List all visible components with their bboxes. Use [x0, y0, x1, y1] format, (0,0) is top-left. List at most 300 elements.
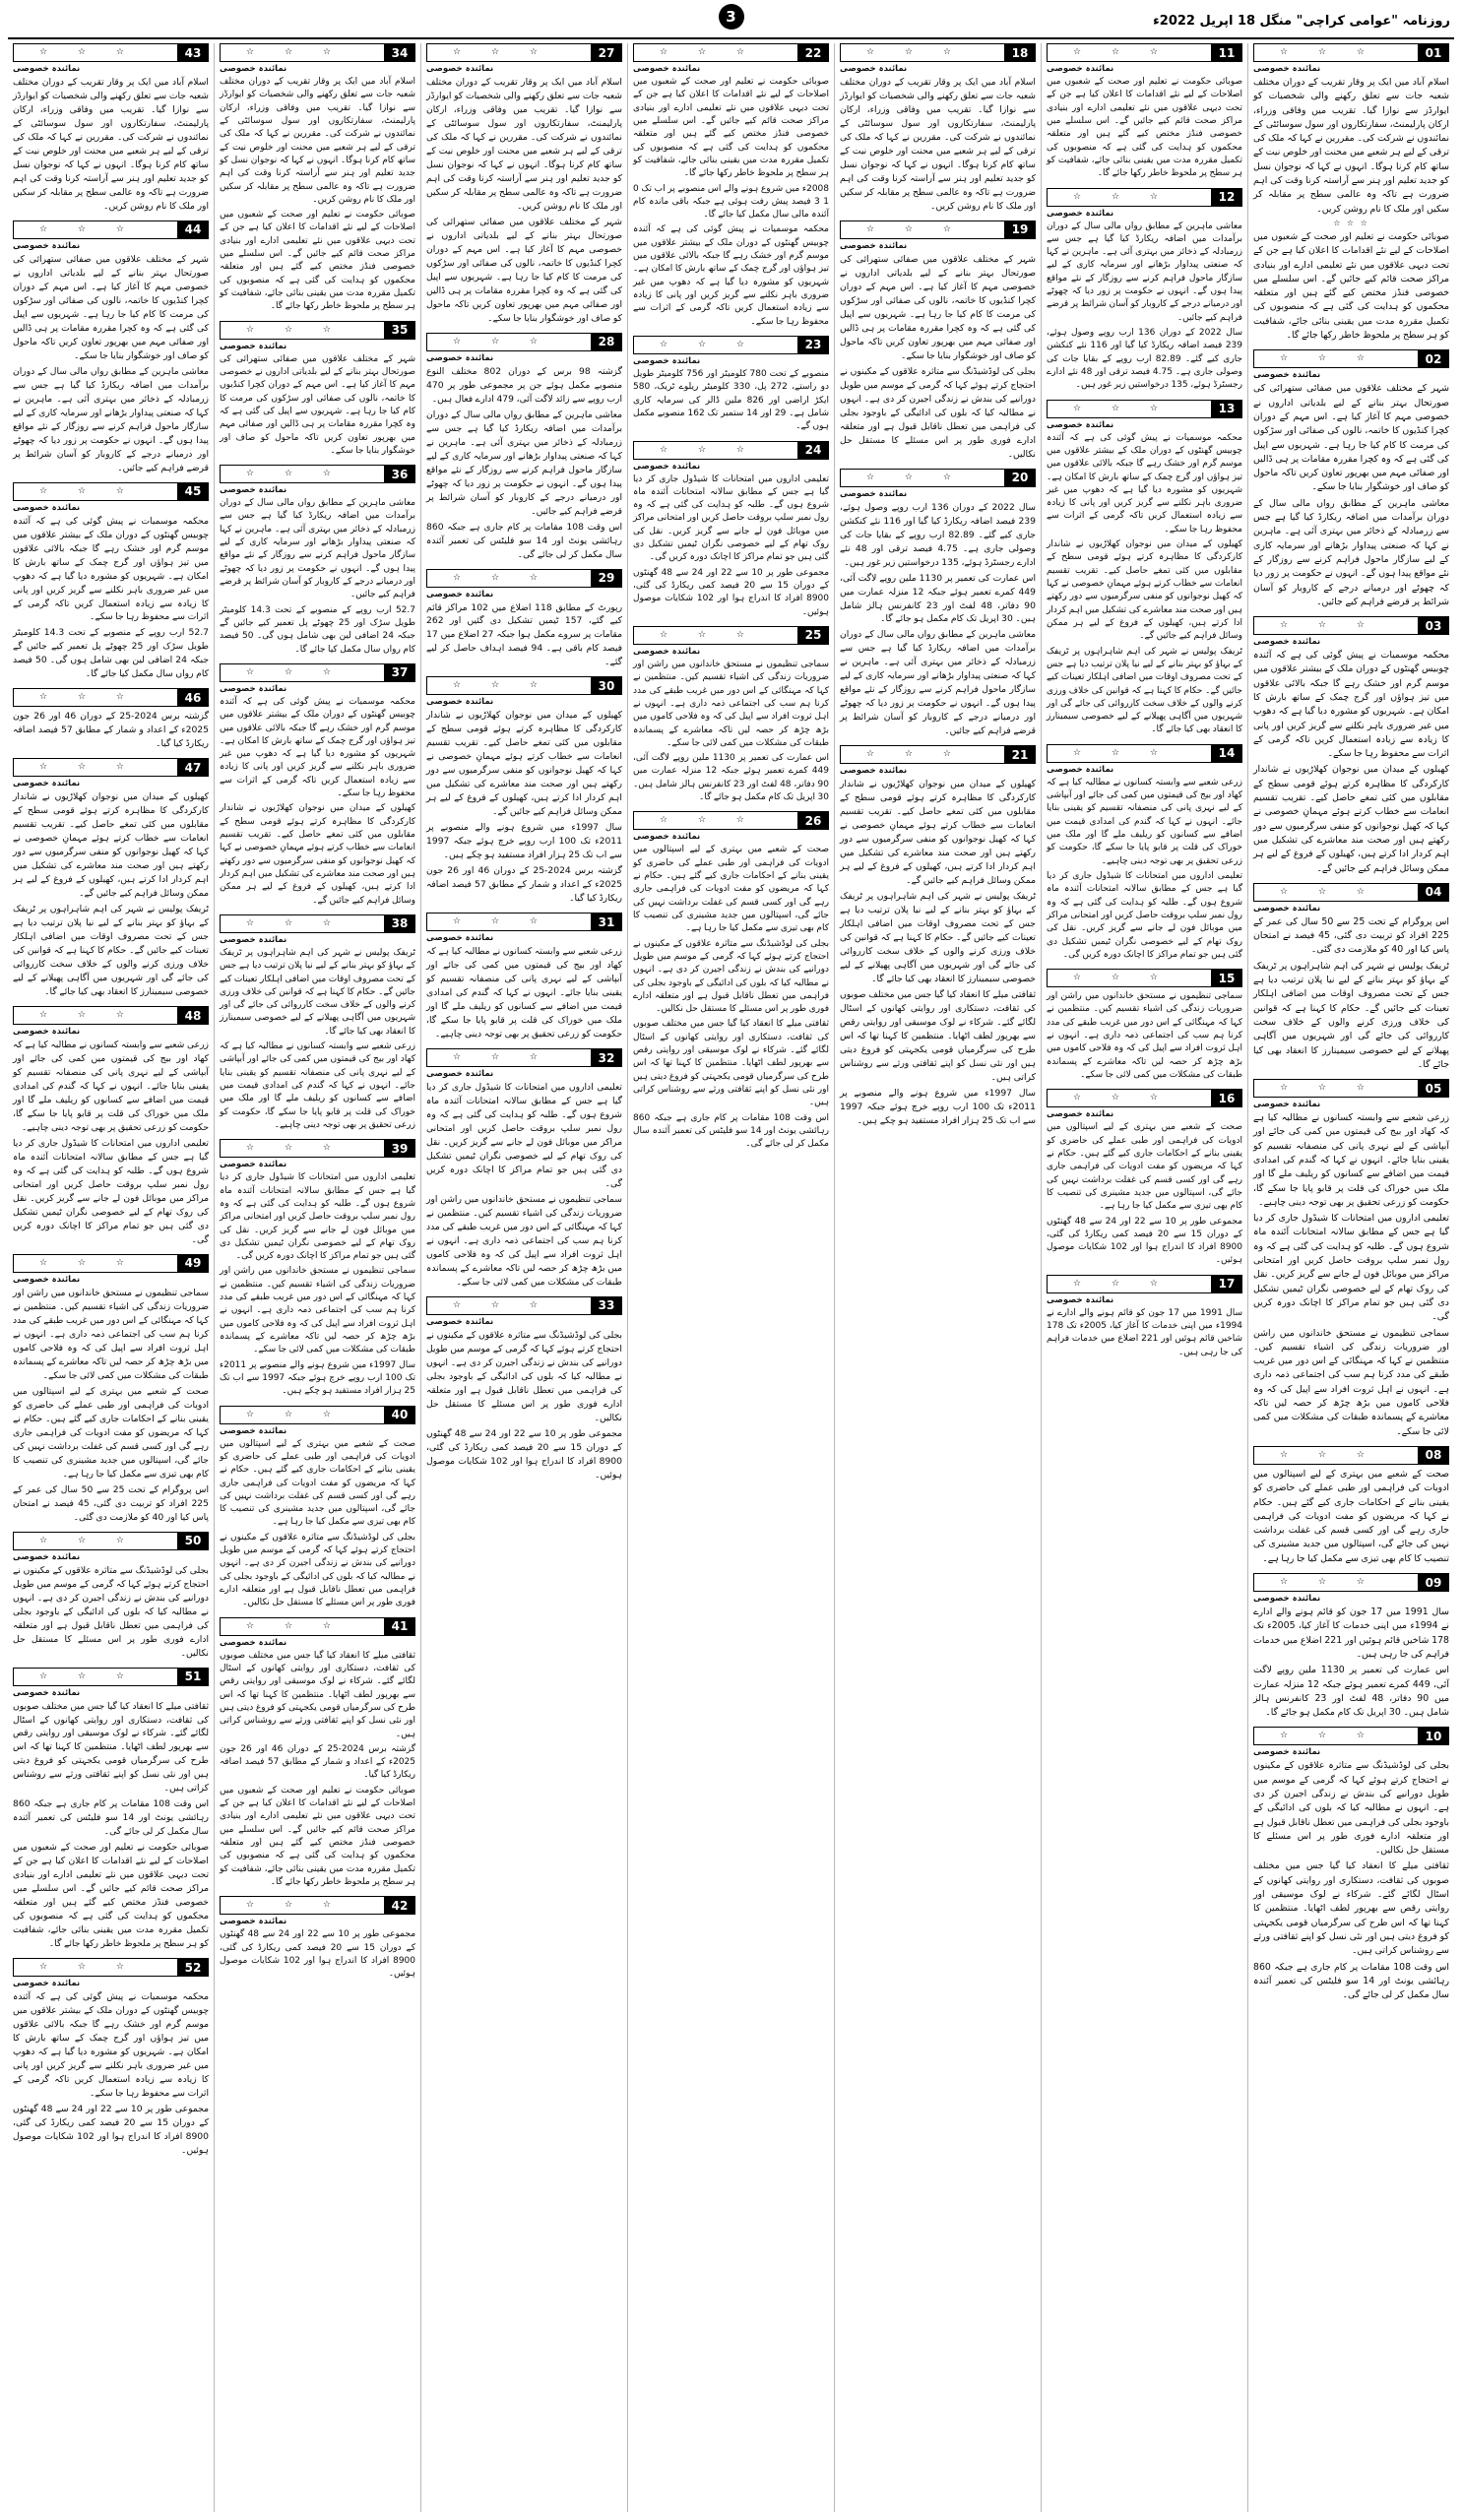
- article-40[interactable]: [220, 1406, 415, 1610]
- article-number: 17: [1211, 1275, 1242, 1293]
- column-5: [420, 43, 627, 2512]
- article-number: 27: [591, 43, 622, 62]
- article-body: سماجی تنظیموں نے مستحق خاندانوں میں راشن اور ضروریات زندگی کی اشیاء تقسیم کیں۔ منتظمین نے کہا کہ مہنگائی کے اس دور میں غریب طبقے کی مدد کرنا ہم سب کی اجتماعی ذمہ داری ہے۔ انہوں نے اہل ثروت افراد سے اپیل کی کہ وہ فلاحی کاموں میں بڑھ چڑھ کر حصہ لیں تاکہ معاشرے کے پسماندہ طبقات کی مشکلات میں کمی لائی جا سکے۔: [1047, 991, 1242, 1080]
- article-number: 05: [1418, 1079, 1449, 1098]
- header-rule: [1253, 1727, 1418, 1745]
- article-header: [840, 469, 1036, 487]
- article-number: 31: [591, 913, 622, 931]
- article-52[interactable]: [13, 1958, 209, 2158]
- article-header: [13, 43, 209, 62]
- text-separator: ☆ ☆ ☆: [1333, 218, 1369, 227]
- column-6: [214, 43, 420, 2512]
- article-03[interactable]: [1253, 616, 1449, 876]
- article-body: بجلی کی لوڈشیڈنگ سے متاثرہ علاقوں کے مکینوں نے احتجاج کرتے ہوئے کہا کہ گرمی کے موسم میں طویل دورانیے کی بندش نے زندگی اجیرن کر دی ہے۔ انہوں نے مطالبہ کیا کہ بلوں کی ادائیگی کے باوجود بجلی کی فراہمی میں تعطل ناقابل قبول ہے اور متعلقہ ادارے فوری طور پر اس مسئلے کا مستقل حل نکالیں۔: [13, 1564, 209, 1659]
- article-number: 45: [177, 482, 209, 501]
- header-rule: [1253, 1446, 1418, 1465]
- article-10[interactable]: [1253, 1727, 1449, 2002]
- article-byline: نمائندہ خصوصی: [13, 1979, 81, 1989]
- article-24[interactable]: [633, 441, 829, 619]
- header-rule: [13, 220, 177, 239]
- star-icon: ☆ ☆ ☆: [866, 472, 965, 482]
- article-number: 29: [591, 569, 622, 588]
- article-43[interactable]: [13, 43, 209, 214]
- article-byline: نمائندہ خصوصی: [220, 485, 287, 496]
- article-47[interactable]: [13, 758, 209, 999]
- article-body: محکمہ موسمیات نے پیش گوئی کی ہے کہ آئندہ چوبیس گھنٹوں کے دوران ملک کے بیشتر علاقوں میں موسم گرم اور خشک رہے گا جبکہ بالائی علاقوں میں تیز ہواؤں اور گرج چمک کے ساتھ بارش کا امکان ہے۔ شہریوں کو مشورہ دیا گیا ہے کہ دھوپ میں غیر ضروری باہر نکلنے سے گریز کریں اور پانی کا زیادہ سے زیادہ استعمال کریں تاکہ گرمی کے اثرات سے محفوظ رہا جا سکے۔ کھیلوں کے میدان میں نوجوان کھلاڑیوں نے شاندار کارکردگی کا مظاہرہ کرتے ہوئے قومی سطح کے مقابلوں میں کئی تمغے حاصل کیے۔ تقریب تقسیم انعامات سے خطاب کرتے ہوئے مہمانِ خصوصی نے کہا کہ کھیل نوجوانوں کو منفی سرگرمیوں سے دور رکھتے ہیں اور صحت مند معاشرے کی تشکیل میں اہم کردار ادا کرتے ہیں، کھیلوں کے فروغ کے لیے ہر ممکن وسائل فراہم کیے جائیں گے۔ ٹریفک پولیس نے شہر کی اہم شاہراہوں پر ٹریفک کے بہاؤ کو بہتر بنانے کے لیے نیا پلان ترتیب دیا ہے جس کے تحت مصروف اوقات میں اضافی اہلکار تعینات کیے جائیں گے۔ حکام کا کہنا ہے کہ قوانین کی خلاف ورزی کرنے والوں کے خلاف سخت کارروائی کی جائے گی اور شہریوں میں آگاہی پھیلانے کے لیے خصوصی سیمینارز کا انعقاد بھی کیا جائے گا۔: [1047, 432, 1242, 735]
- star-icon: ☆ ☆ ☆: [453, 47, 551, 57]
- star-icon: ☆ ☆ ☆: [246, 47, 345, 57]
- article-byline: نمائندہ خصوصی: [1047, 764, 1114, 775]
- article-byline: نمائندہ خصوصی: [840, 488, 908, 499]
- star-icon: ☆ ☆ ☆: [1073, 747, 1172, 758]
- article-body: سال 2022 کے دوران 136 ارب روپے وصول ہوئے، 239 فیصد اضافہ ریکارڈ کیا گیا اور 116 نئے کنکشن جاری کیے گئے۔ 82.89 ارب روپے کے بقایا جات کی وصولی جاری ہے۔ 4.75 فیصد ترقی اور 48 نئے ادارے رجسٹرڈ ہوئے، 135 درخواستیں زیر غور ہیں۔ اس عمارت کی تعمیر پر 1130 ملین روپے لاگت آئی، 449 کمرے تعمیر ہوئے جبکہ 12 منزلہ عمارت میں 90 دفاتر، 48 لفٹ اور 23 کانفرنس ہالز شامل ہیں۔ 30 اپریل تک کام مکمل ہو جائے گا۔ معاشی ماہرین کے مطابق رواں مالی سال کے دوران برآمدات میں اضافہ ریکارڈ کیا گیا ہے جس سے زرمبادلہ کے ذخائر میں بہتری آئی ہے۔ ماہرین نے کہا کہ صنعتی پیداوار بڑھانے اور سرمایہ کاری کے لیے سازگار ماحول فراہم کرنے سے روزگار کے نئے مواقع پیدا ہوں گے۔ انہوں نے حکومت پر زور دیا کہ چھوٹے اور درمیانے درجے کے کاروبار کو آسان شرائط پر قرضے فراہم کیے جائیں۔: [840, 501, 1036, 737]
- article-body: ٹریفک پولیس نے شہر کی اہم شاہراہوں پر ٹریفک کے بہاؤ کو بہتر بنانے کے لیے نیا پلان ترتیب دیا ہے جس کے تحت مصروف اوقات میں اضافی اہلکار تعینات کیے جائیں گے۔ حکام کا کہنا ہے کہ قوانین کی خلاف ورزی کرنے والوں کے خلاف سخت کارروائی کی جائے گی اور شہریوں میں آگاہی پھیلانے کے لیے خصوصی سیمینارز کا انعقاد بھی کیا جائے گا۔ زرعی شعبے سے وابستہ کسانوں نے مطالبہ کیا ہے کہ کھاد اور بیج کی قیمتوں میں کمی کی جائے اور آبپاشی کے لیے نہری پانی کی منصفانہ تقسیم کو یقینی بنایا جائے۔ انہوں نے کہا کہ گندم کی امدادی قیمت میں اضافے سے کسانوں کو ریلیف ملے گا اور ملک میں خوراک کی قلت پر قابو پایا جا سکے گا، حکومت کو زرعی تحقیق پر بھی توجہ دینی چاہیے۔: [220, 947, 415, 1130]
- article-byline: نمائندہ خصوصی: [1047, 64, 1114, 74]
- header-rule: [1047, 400, 1211, 418]
- article-27[interactable]: [426, 43, 622, 326]
- star-icon: ☆ ☆ ☆: [660, 629, 758, 640]
- article-41[interactable]: [220, 1617, 415, 1890]
- article-body: کھیلوں کے میدان میں نوجوان کھلاڑیوں نے شاندار کارکردگی کا مظاہرہ کرتے ہوئے قومی سطح کے مقابلوں میں کئی تمغے حاصل کیے۔ تقریب تقسیم انعامات سے خطاب کرتے ہوئے مہمانِ خصوصی نے کہا کہ کھیل نوجوانوں کو منفی سرگرمیوں سے دور رکھتے ہیں اور صحت مند معاشرے کی تشکیل میں اہم کردار ادا کرتے ہیں، کھیلوں کے فروغ کے لیے ہر ممکن وسائل فراہم کیے جائیں گے۔ سال 1997ء میں شروع ہونے والے منصوبے پر 2011ء تک 100 ارب روپے خرچ ہوئے جبکہ 1997 سے اب تک 25 ہزار افراد مستفید ہو چکے ہیں۔ گزشتہ برس 2024-25 کے دوران 46 اور 26 جون 2025ء کے اعداد و شمار کے مطابق 57 فیصد اضافہ ریکارڈ کیا گیا۔: [426, 710, 623, 905]
- article-byline: نمائندہ خصوصی: [1253, 637, 1321, 648]
- header-rule: [426, 43, 591, 62]
- article-number: 50: [177, 1532, 209, 1550]
- article-body: سماجی تنظیموں نے مستحق خاندانوں میں راشن اور ضروریات زندگی کی اشیاء تقسیم کیں۔ منتظمین نے کہا کہ مہنگائی کے اس دور میں غریب طبقے کی مدد کرنا ہم سب کی اجتماعی ذمہ داری ہے۔ انہوں نے اہل ثروت افراد سے اپیل کی کہ وہ فلاحی کاموں میں بڑھ چڑھ کر حصہ لیں تاکہ معاشرے کے پسماندہ طبقات کی مشکلات میں کمی لائی جا سکے۔ صحت کے شعبے میں بہتری کے لیے اسپتالوں میں ادویات کی فراہمی اور طبی عملے کی حاضری کو یقینی بنانے کے احکامات جاری کیے گئے ہیں۔ حکام نے کہا کہ مریضوں کو مفت ادویات کی فراہمی جاری رہے گی اور کسی قسم کی غفلت برداشت نہیں کی جائے گی، اسپتالوں میں جدید مشینری کی تنصیب کا کام بھی تیزی سے مکمل کیا جا رہا ہے۔ اس پروگرام کے تحت 25 سے 50 سال کی عمر کے 225 افراد کو تربیت دی گئی، 45 فیصد نے امتحان پاس کیا اور 40 کو ملازمت دی گئی۔: [13, 1287, 210, 1523]
- article-45[interactable]: [13, 482, 209, 682]
- article-37[interactable]: [220, 663, 415, 908]
- article-23[interactable]: [633, 336, 829, 434]
- article-body: تعلیمی اداروں میں امتحانات کا شیڈول جاری کر دیا گیا ہے جس کے مطابق سالانہ امتحانات آئندہ ماہ شروع ہوں گے۔ طلبہ کو ہدایت کی گئی ہے کہ وہ رول نمبر سلپ بروقت حاصل کریں اور امتحانی مراکز میں موبائل فون لے جانے سے گریز کریں۔ نقل کی روک تھام کے لیے خصوصی نگران ٹیمیں تشکیل دی گئی ہیں جو تمام مراکز کا اچانک دورہ کریں گی۔ سماجی تنظیموں نے مستحق خاندانوں میں راشن اور ضروریات زندگی کی اشیاء تقسیم کیں۔ منتظمین نے کہا کہ مہنگائی کے اس دور میں غریب طبقے کی مدد کرنا ہم سب کی اجتماعی ذمہ داری ہے۔ انہوں نے اہل ثروت افراد سے اپیل کی کہ وہ فلاحی کاموں میں بڑھ چڑھ کر حصہ لیں تاکہ معاشرے کے پسماندہ طبقات کی مشکلات میں کمی لائی جا سکے۔: [426, 1082, 622, 1288]
- article-01[interactable]: [1253, 43, 1449, 343]
- header-rule: [633, 336, 797, 354]
- article-number: 13: [1211, 400, 1242, 418]
- star-icon: ☆ ☆ ☆: [39, 1257, 138, 1268]
- article-33[interactable]: [426, 1296, 622, 1482]
- article-header: [1253, 616, 1449, 635]
- article-body: سماجی تنظیموں نے مستحق خاندانوں میں راشن اور ضروریات زندگی کی اشیاء تقسیم کیں۔ منتظمین نے کہا کہ مہنگائی کے اس دور میں غریب طبقے کی مدد کرنا ہم سب کی اجتماعی ذمہ داری ہے۔ انہوں نے اہل ثروت افراد سے اپیل کی کہ وہ فلاحی کاموں میں بڑھ چڑھ کر حصہ لیں تاکہ معاشرے کے پسماندہ طبقات کی مشکلات میں کمی لائی جا سکے۔ اس عمارت کی تعمیر پر 1130 ملین روپے لاگت آئی، 449 کمرے تعمیر ہوئے جبکہ 12 منزلہ عمارت میں 90 دفاتر، 48 لفٹ اور 23 کانفرنس ہالز شامل ہیں۔ 30 اپریل تک کام مکمل ہو جائے گا۔: [633, 659, 829, 803]
- article-49[interactable]: [13, 1254, 209, 1525]
- article-byline: نمائندہ خصوصی: [426, 697, 494, 708]
- article-byline: نمائندہ خصوصی: [13, 779, 81, 789]
- article-header: [13, 688, 209, 707]
- article-header: [840, 220, 1036, 239]
- star-icon: ☆ ☆ ☆: [1280, 47, 1378, 57]
- article-body: اسلام آباد میں ایک پر وقار تقریب کے دوران مختلف شعبہ جات سے تعلق رکھنے والی شخصیات کو ایوارڈز سے نوازا گیا۔ تقریب میں وفاقی وزراء، ارکان پارلیمنٹ، سفارتکاروں اور سول سوسائٹی کے نمائندوں نے شرکت کی۔ مقررین نے کہا کہ ملک کی ترقی کے لیے ہر شعبے میں محنت اور خلوص نیت کے ساتھ کام کرنا ہوگا۔ انہوں نے کہا کہ نوجوان نسل کو جدید تعلیم اور ہنر سے آراستہ کرنا وقت کی اہم ضرورت ہے تاکہ وہ عالمی سطح پر مقابلہ کر سکیں اور ملک کا نام روشن کریں۔: [840, 77, 1036, 212]
- star-icon: ☆ ☆ ☆: [39, 1535, 138, 1545]
- article-38[interactable]: [220, 914, 415, 1132]
- article-byline: نمائندہ خصوصی: [1253, 1100, 1321, 1110]
- header-rule: [220, 1406, 384, 1424]
- header-rule: [633, 441, 797, 460]
- article-body: شہر کے مختلف علاقوں میں صفائی ستھرائی کی صورتحال بہتر بنانے کے لیے بلدیاتی اداروں نے خصوصی مہم کا آغاز کیا ہے۔ اس مہم کے دوران کچرا کنڈیوں کا خاتمہ، نالوں کی صفائی اور سڑکوں کی مرمت کا کام کیا جا رہا ہے۔ شہریوں سے اپیل کی گئی ہے کہ وہ کچرا مقررہ مقامات پر ہی ڈالیں اور صفائی مہم میں بھرپور تعاون کریں تاکہ ماحول کو صاف اور خوشگوار بنایا جا سکے۔ معاشی ماہرین کے مطابق رواں مالی سال کے دوران برآمدات میں اضافہ ریکارڈ کیا گیا ہے جس سے زرمبادلہ کے ذخائر میں بہتری آئی ہے۔ ماہرین نے کہا کہ صنعتی پیداوار بڑھانے اور سرمایہ کاری کے لیے سازگار ماحول فراہم کرنے سے روزگار کے نئے مواقع پیدا ہوں گے۔ انہوں نے حکومت پر زور دیا کہ چھوٹے اور درمیانے درجے کے کاروبار کو آسان شرائط پر قرضے فراہم کیے جائیں۔: [13, 253, 209, 473]
- article-body: محکمہ موسمیات نے پیش گوئی کی ہے کہ آئندہ چوبیس گھنٹوں کے دوران ملک کے بیشتر علاقوں میں موسم گرم اور خشک رہے گا جبکہ بالائی علاقوں میں تیز ہواؤں اور گرج چمک کے ساتھ بارش کا امکان ہے۔ شہریوں کو مشورہ دیا گیا ہے کہ دھوپ میں غیر ضروری باہر نکلنے سے گریز کریں اور پانی کا زیادہ سے زیادہ استعمال کریں تاکہ گرمی کے اثرات سے محفوظ رہا جا سکے۔ کھیلوں کے میدان میں نوجوان کھلاڑیوں نے شاندار کارکردگی کا مظاہرہ کرتے ہوئے قومی سطح کے مقابلوں میں کئی تمغے حاصل کیے۔ تقریب تقسیم انعامات سے خطاب کرتے ہوئے مہمانِ خصوصی نے کہا کہ کھیل نوجوانوں کو منفی سرگرمیوں سے دور رکھتے ہیں اور صحت مند معاشرے کی تشکیل میں اہم کردار ادا کرتے ہیں، کھیلوں کے فروغ کے لیے ہر ممکن وسائل فراہم کیے جائیں گے۔: [220, 696, 415, 906]
- star-icon: ☆ ☆ ☆: [453, 680, 551, 691]
- header-rule: [1047, 43, 1211, 62]
- article-11[interactable]: [1047, 43, 1242, 181]
- article-header: [220, 1617, 415, 1636]
- article-34[interactable]: [220, 43, 415, 314]
- header-rule: [220, 1896, 384, 1915]
- header-rule: [426, 913, 591, 931]
- header-rule: [426, 1048, 591, 1067]
- article-header: [633, 43, 829, 62]
- article-number: 15: [1211, 969, 1242, 987]
- article-header: [1047, 744, 1242, 763]
- article-byline: نمائندہ خصوصی: [1253, 1594, 1321, 1605]
- article-header: [13, 220, 209, 239]
- article-39[interactable]: [220, 1139, 415, 1398]
- article-header: [1047, 188, 1242, 207]
- article-header: [13, 758, 209, 777]
- star-icon: ☆ ☆ ☆: [39, 1962, 138, 1973]
- header-rule: [13, 1668, 177, 1686]
- article-26[interactable]: [633, 811, 829, 1151]
- article-number: 44: [177, 220, 209, 239]
- article-number: 23: [797, 336, 829, 354]
- article-header: [426, 1296, 622, 1315]
- star-icon: ☆ ☆ ☆: [1280, 1449, 1378, 1460]
- article-35[interactable]: [220, 321, 415, 459]
- article-byline: نمائندہ خصوصی: [426, 352, 494, 363]
- header-rule: [13, 1532, 177, 1550]
- article-body: معاشی ماہرین کے مطابق رواں مالی سال کے دوران برآمدات میں اضافہ ریکارڈ کیا گیا ہے جس سے زرمبادلہ کے ذخائر میں بہتری آئی ہے۔ ماہرین نے کہا کہ صنعتی پیداوار بڑھانے اور سرمایہ کاری کے لیے سازگار ماحول فراہم کرنے سے روزگار کے نئے مواقع پیدا ہوں گے۔ انہوں نے حکومت پر زور دیا کہ چھوٹے اور درمیانے درجے کے کاروبار کو آسان شرائط پر قرضے فراہم کیے جائیں۔ سال 2022 کے دوران 136 ارب روپے وصول ہوئے، 239 فیصد اضافہ ریکارڈ کیا گیا اور 116 نئے کنکشن جاری کیے گئے۔ 82.89 ارب روپے کے بقایا جات کی وصولی جاری ہے۔ 4.75 فیصد ترقی اور 48 نئے ادارے رجسٹرڈ ہوئے، 135 درخواستیں زیر غور ہیں۔: [1047, 220, 1243, 391]
- column-4: [627, 43, 834, 2512]
- star-icon: ☆ ☆ ☆: [246, 1409, 345, 1419]
- article-header: [1253, 349, 1449, 368]
- article-18[interactable]: [840, 43, 1036, 214]
- article-body: مجموعی طور پر 10 سے 22 اور 24 سے 48 گھنٹوں کے دوران 15 سے 20 فیصد کمی ریکارڈ کی گئی، 8900 افراد کا اندراج ہوا اور 102 شکایات موصول ہوئیں۔: [220, 1929, 416, 1980]
- article-body: شہر کے مختلف علاقوں میں صفائی ستھرائی کی صورتحال بہتر بنانے کے لیے بلدیاتی اداروں نے خصوصی مہم کا آغاز کیا ہے۔ اس مہم کے دوران کچرا کنڈیوں کا خاتمہ، نالوں کی صفائی اور سڑکوں کی مرمت کا کام کیا جا رہا ہے۔ شہریوں سے اپیل کی گئی ہے کہ وہ کچرا مقررہ مقامات پر ہی ڈالیں اور صفائی مہم میں بھرپور تعاون کریں تاکہ ماحول کو صاف اور خوشگوار بنایا جا سکے۔ بجلی کی لوڈشیڈنگ سے متاثرہ علاقوں کے مکینوں نے احتجاج کرتے ہوئے کہا کہ گرمی کے موسم میں طویل دورانیے کی بندش نے زندگی اجیرن کر دی ہے۔ انہوں نے مطالبہ کیا کہ بلوں کی ادائیگی کے باوجود بجلی کی فراہمی میں تعطل ناقابل قبول ہے اور متعلقہ ادارے فوری طور پر اس مسئلے کا مستقل حل نکالیں۔: [840, 253, 1036, 460]
- header-rule: [1253, 1079, 1418, 1098]
- article-byline: نمائندہ خصوصی: [13, 1027, 81, 1038]
- article-number: 16: [1211, 1089, 1242, 1107]
- star-icon: ☆ ☆ ☆: [453, 572, 551, 583]
- header-rule: [426, 1296, 591, 1315]
- article-number: 52: [177, 1958, 209, 1977]
- article-body: سال 1991 میں 17 جون کو قائم ہونے والے ادارے نے 1994ء میں اپنی خدمات کا آغاز کیا، 2005ء تک 178 شاخیں قائم ہوئیں اور 221 اضلاع میں خدمات فراہم کی جا رہی ہیں۔: [1047, 1307, 1243, 1357]
- star-icon: ☆ ☆ ☆: [246, 469, 345, 479]
- article-body: بجلی کی لوڈشیڈنگ سے متاثرہ علاقوں کے مکینوں نے احتجاج کرتے ہوئے کہا کہ گرمی کے موسم میں طویل دورانیے کی بندش نے زندگی اجیرن کر دی ہے۔ انہوں نے مطالبہ کیا کہ بلوں کی ادائیگی کے باوجود بجلی کی فراہمی میں تعطل ناقابل قبول ہے اور متعلقہ ادارے فوری طور پر اس مسئلے کا مستقل حل نکالیں۔ ثقافتی میلے کا انعقاد کیا گیا جس میں مختلف صوبوں کی ثقافت، دستکاری اور روایتی کھانوں کے اسٹال لگائے گئے۔ شرکاء نے لوک موسیقی اور روایتی رقص سے بھرپور لطف اٹھایا۔ منتظمین کا کہنا تھا کہ اس طرح کی سرگرمیاں قومی یکجہتی کو فروغ دیتی ہیں اور نئی نسل کو اپنے ثقافتی ورثے سے روشناس کراتی ہیں۔ اس وقت 108 مقامات پر کام جاری ہے جبکہ 860 رہائشی یونٹ اور 14 سو فلیٹس کی تعمیر آئندہ سال مکمل کر لی جائے گی۔: [1253, 1760, 1449, 2001]
- article-number: 04: [1418, 883, 1449, 902]
- article-header: [220, 465, 415, 483]
- article-header: [426, 333, 622, 351]
- article-header: [220, 914, 415, 933]
- article-header: [633, 626, 829, 645]
- article-body: اس پروگرام کے تحت 25 سے 50 سال کی عمر کے 225 افراد کو تربیت دی گئی، 45 فیصد نے امتحان پاس کیا اور 40 کو ملازمت دی گئی۔ ٹریفک پولیس نے شہر کی اہم شاہراہوں پر ٹریفک کے بہاؤ کو بہتر بنانے کے لیے نیا پلان ترتیب دیا ہے جس کے تحت مصروف اوقات میں اضافی اہلکار تعینات کیے جائیں گے۔ حکام کا کہنا ہے کہ قوانین کی خلاف ورزی کرنے والوں کے خلاف سخت کارروائی کی جائے گی اور شہریوں میں آگاہی پھیلانے کے لیے خصوصی سیمینارز کا انعقاد بھی کیا جائے گا۔: [1253, 915, 1450, 1070]
- article-body: صحت کے شعبے میں بہتری کے لیے اسپتالوں میں ادویات کی فراہمی اور طبی عملے کی حاضری کو یقینی بنانے کے احکامات جاری کیے گئے ہیں۔ حکام نے کہا کہ مریضوں کو مفت ادویات کی فراہمی جاری رہے گی اور کسی قسم کی غفلت برداشت نہیں کی جائے گی، اسپتالوں میں جدید مشینری کی تنصیب کا کام بھی تیزی سے مکمل کیا جا رہا ہے۔ بجلی کی لوڈشیڈنگ سے متاثرہ علاقوں کے مکینوں نے احتجاج کرتے ہوئے کہا کہ گرمی کے موسم میں طویل دورانیے کی بندش نے زندگی اجیرن کر دی ہے۔ انہوں نے مطالبہ کیا کہ بلوں کی ادائیگی کے باوجود بجلی کی فراہمی میں تعطل ناقابل قبول ہے اور متعلقہ ادارے فوری طور پر اس مسئلے کا مستقل حل نکالیں۔ ثقافتی میلے کا انعقاد کیا گیا جس میں مختلف صوبوں کی ثقافت، دستکاری اور روایتی کھانوں کے اسٹال لگائے گئے۔ شرکاء نے لوک موسیقی اور روایتی رقص سے بھرپور لطف اٹھایا۔ منتظمین کا کہنا تھا کہ اس طرح کی سرگرمیاں قومی یکجہتی کو فروغ دیتی ہیں اور نئی نسل کو اپنے ثقافتی ورثے سے روشناس کراتی ہیں۔ اس وقت 108 مقامات پر کام جاری ہے جبکہ 860 رہائشی یونٹ اور 14 سو فلیٹس کی تعمیر آئندہ سال مکمل کر لی جائے گی۔: [633, 845, 829, 1150]
- article-header: [1047, 400, 1242, 418]
- article-number: 35: [384, 321, 415, 340]
- article-body: زرعی شعبے سے وابستہ کسانوں نے مطالبہ کیا ہے کہ کھاد اور بیج کی قیمتوں میں کمی کی جائے اور آبپاشی کے لیے نہری پانی کی منصفانہ تقسیم کو یقینی بنایا جائے۔ انہوں نے کہا کہ گندم کی امدادی قیمت میں اضافے سے کسانوں کو ریلیف ملے گا اور ملک میں خوراک کی قلت پر قابو پایا جا سکے گا، حکومت کو زرعی تحقیق پر بھی توجہ دینی چاہیے۔: [426, 946, 622, 1040]
- article-16[interactable]: [1047, 1089, 1242, 1267]
- article-32[interactable]: [426, 1048, 622, 1290]
- header-rule: [633, 811, 797, 830]
- column-2: [1041, 43, 1247, 2512]
- article-header: [1253, 1446, 1449, 1465]
- article-body: معاشی ماہرین کے مطابق رواں مالی سال کے دوران برآمدات میں اضافہ ریکارڈ کیا گیا ہے جس سے زرمبادلہ کے ذخائر میں بہتری آئی ہے۔ ماہرین نے کہا کہ صنعتی پیداوار بڑھانے اور سرمایہ کاری کے لیے سازگار ماحول فراہم کرنے سے روزگار کے نئے مواقع پیدا ہوں گے۔ انہوں نے حکومت پر زور دیا کہ چھوٹے اور درمیانے درجے کے کاروبار کو آسان شرائط پر قرضے فراہم کیے جائیں۔ 52.7 ارب روپے کے منصوبے کے تحت 14.3 کلومیٹر طویل سڑک اور 25 چھوٹے پل تعمیر کیے جائیں گے جبکہ 24 اضافی لین بھی شامل ہوں گی۔ 50 فیصد کام رواں سال مکمل کیا جائے گا۔: [220, 498, 415, 655]
- article-19[interactable]: [840, 220, 1036, 462]
- article-02[interactable]: [1253, 349, 1449, 609]
- star-icon: ☆ ☆ ☆: [246, 1143, 345, 1154]
- article-body: ثقافتی میلے کا انعقاد کیا گیا جس میں مختلف صوبوں کی ثقافت، دستکاری اور روایتی کھانوں کے اسٹال لگائے گئے۔ شرکاء نے لوک موسیقی اور روایتی رقص سے بھرپور لطف اٹھایا۔ منتظمین کا کہنا تھا کہ اس طرح کی سرگرمیاں قومی یکجہتی کو فروغ دیتی ہیں اور نئی نسل کو اپنے ثقافتی ورثے سے روشناس کراتی ہیں۔ گزشتہ برس 2024-25 کے دوران 46 اور 26 جون 2025ء کے اعداد و شمار کے مطابق 57 فیصد اضافہ ریکارڈ کیا گیا۔ صوبائی حکومت نے تعلیم اور صحت کے شعبوں میں اصلاحات کے لیے نئے اقدامات کا اعلان کیا ہے جن کے تحت دیہی علاقوں میں نئے تعلیمی ادارے اور بنیادی مراکز صحت قائم کیے جائیں گے۔ اس سلسلے میں خصوصی فنڈز مختص کیے گئے ہیں اور متعلقہ محکموں کو ہدایت کی گئی ہے کہ منصوبوں کی تکمیل مقررہ مدت میں یقینی بنائی جائے، شفافیت کو ہر سطح پر ملحوظ خاطر رکھا جائے گا۔: [220, 1650, 415, 1887]
- article-body: سال 1991 میں 17 جون کو قائم ہونے والے ادارے نے 1994ء میں اپنی خدمات کا آغاز کیا، 2005ء تک 178 شاخیں قائم ہوئیں اور 221 اضلاع میں خدمات فراہم کی جا رہی ہیں۔ اس عمارت کی تعمیر پر 1130 ملین روپے لاگت آئی، 449 کمرے تعمیر ہوئے جبکہ 12 منزلہ عمارت میں 90 دفاتر، 48 لفٹ اور 23 کانفرنس ہالز شامل ہیں۔ 30 اپریل تک کام مکمل ہو جائے گا۔: [1253, 1606, 1450, 1719]
- article-44[interactable]: [13, 220, 209, 475]
- article-number: 12: [1211, 188, 1242, 207]
- article-header: [426, 43, 622, 62]
- article-number: 49: [177, 1254, 209, 1273]
- article-header: [1047, 1275, 1242, 1293]
- article-46[interactable]: [13, 688, 209, 751]
- header-rule: [1047, 969, 1211, 987]
- article-05[interactable]: [1253, 1079, 1449, 1439]
- column-1: [1247, 43, 1454, 2512]
- column-7: [8, 43, 214, 2512]
- article-number: 20: [1004, 469, 1036, 487]
- article-columns: [8, 43, 1454, 2512]
- article-byline: نمائندہ خصوصی: [426, 1316, 494, 1327]
- header-rule: [426, 333, 591, 351]
- article-byline: نمائندہ خصوصی: [13, 1274, 81, 1285]
- star-icon: ☆ ☆ ☆: [660, 339, 758, 349]
- article-number: 14: [1211, 744, 1242, 763]
- header-rule: [220, 914, 384, 933]
- star-icon: ☆ ☆ ☆: [246, 917, 345, 928]
- article-byline: نمائندہ خصوصی: [840, 64, 908, 74]
- header-rule: [13, 482, 177, 501]
- article-byline: نمائندہ خصوصی: [13, 240, 81, 251]
- article-body: بجلی کی لوڈشیڈنگ سے متاثرہ علاقوں کے مکینوں نے احتجاج کرتے ہوئے کہا کہ گرمی کے موسم میں طویل دورانیے کی بندش نے زندگی اجیرن کر دی ہے۔ انہوں نے مطالبہ کیا کہ بلوں کی ادائیگی کے باوجود بجلی کی فراہمی میں تعطل ناقابل قبول ہے اور متعلقہ ادارے فوری طور پر اس مسئلے کا مستقل حل نکالیں۔ مجموعی طور پر 10 سے 22 اور 24 سے 48 گھنٹوں کے دوران 15 سے 20 فیصد کمی ریکارڈ کی گئی، 8900 افراد کا اندراج ہوا اور 102 شکایات موصول ہوئیں۔: [426, 1329, 622, 1480]
- article-header: [13, 1958, 209, 1977]
- article-number: 02: [1418, 349, 1449, 368]
- article-number: 24: [797, 441, 829, 460]
- header-rule: [426, 569, 591, 588]
- article-body: صحت کے شعبے میں بہتری کے لیے اسپتالوں میں ادویات کی فراہمی اور طبی عملے کی حاضری کو یقینی بنانے کے احکامات جاری کیے گئے ہیں۔ حکام نے کہا کہ مریضوں کو مفت ادویات کی فراہمی جاری رہے گی اور کسی قسم کی غفلت برداشت نہیں کی جائے گی، اسپتالوں میں جدید مشینری کی تنصیب کا کام بھی تیزی سے مکمل کیا جا رہا ہے۔ مجموعی طور پر 10 سے 22 اور 24 سے 48 گھنٹوں کے دوران 15 سے 20 فیصد کمی ریکارڈ کی گئی، 8900 افراد کا اندراج ہوا اور 102 شکایات موصول ہوئیں۔: [1047, 1122, 1243, 1266]
- header-rule: [13, 43, 177, 62]
- article-body: کھیلوں کے میدان میں نوجوان کھلاڑیوں نے شاندار کارکردگی کا مظاہرہ کرتے ہوئے قومی سطح کے مقابلوں میں کئی تمغے حاصل کیے۔ تقریب تقسیم انعامات سے خطاب کرتے ہوئے مہمانِ خصوصی نے کہا کہ کھیل نوجوانوں کو منفی سرگرمیوں سے دور رکھتے ہیں اور صحت مند معاشرے کی تشکیل میں اہم کردار ادا کرتے ہیں، کھیلوں کے فروغ کے لیے ہر ممکن وسائل فراہم کیے جائیں گے۔ ٹریفک پولیس نے شہر کی اہم شاہراہوں پر ٹریفک کے بہاؤ کو بہتر بنانے کے لیے نیا پلان ترتیب دیا ہے جس کے تحت مصروف اوقات میں اضافی اہلکار تعینات کیے جائیں گے۔ حکام کا کہنا ہے کہ قوانین کی خلاف ورزی کرنے والوں کے خلاف سخت کارروائی کی جائے گی اور شہریوں میں آگاہی پھیلانے کے لیے خصوصی سیمینارز کا انعقاد بھی کیا جائے گا۔ ثقافتی میلے کا انعقاد کیا گیا جس میں مختلف صوبوں کی ثقافت، دستکاری اور روایتی کھانوں کے اسٹال لگائے گئے۔ شرکاء نے لوک موسیقی اور روایتی رقص سے بھرپور لطف اٹھایا۔ منتظمین کا کہنا تھا کہ اس طرح کی سرگرمیاں قومی یکجہتی کو فروغ دیتی ہیں اور نئی نسل کو اپنے ثقافتی ورثے سے روشناس کراتی ہیں۔ سال 1997ء میں شروع ہونے والے منصوبے پر 2011ء تک 100 ارب روپے خرچ ہوئے جبکہ 1997 سے اب تک 25 ہزار افراد مستفید ہو چکے ہیں۔: [840, 779, 1036, 1126]
- header-rule: [1253, 883, 1418, 902]
- article-number: 42: [384, 1896, 415, 1915]
- article-30[interactable]: [426, 676, 622, 906]
- star-icon: ☆ ☆ ☆: [1280, 1083, 1378, 1094]
- article-number: 26: [797, 811, 829, 830]
- star-icon: ☆ ☆ ☆: [453, 1052, 551, 1063]
- header-rule: [840, 469, 1004, 487]
- article-number: 34: [384, 43, 415, 62]
- article-28[interactable]: [426, 333, 622, 562]
- article-36[interactable]: [220, 465, 415, 657]
- star-icon: ☆ ☆ ☆: [39, 692, 138, 703]
- article-byline: نمائندہ خصوصی: [1253, 370, 1321, 381]
- masthead: [8, 6, 1454, 39]
- article-header: [1253, 1727, 1449, 1745]
- header-rule: [1047, 1275, 1211, 1293]
- article-12[interactable]: [1047, 188, 1242, 393]
- article-byline: نمائندہ خصوصی: [1253, 64, 1321, 74]
- article-25[interactable]: [633, 626, 829, 804]
- article-body: محکمہ موسمیات نے پیش گوئی کی ہے کہ آئندہ چوبیس گھنٹوں کے دوران ملک کے بیشتر علاقوں میں موسم گرم اور خشک رہے گا جبکہ بالائی علاقوں میں تیز ہواؤں اور گرج چمک کے ساتھ بارش کا امکان ہے۔ شہریوں کو مشورہ دیا گیا ہے کہ دھوپ میں غیر ضروری باہر نکلنے سے گریز کریں اور پانی کا زیادہ سے زیادہ استعمال کریں تاکہ گرمی کے اثرات سے محفوظ رہا جا سکے۔ 52.7 ارب روپے کے منصوبے کے تحت 14.3 کلومیٹر طویل سڑک اور 25 چھوٹے پل تعمیر کیے جائیں گے جبکہ 24 اضافی لین بھی شامل ہوں گی۔ 50 فیصد کام رواں سال مکمل کیا جائے گا۔: [13, 515, 210, 680]
- star-icon: ☆ ☆ ☆: [866, 47, 965, 57]
- article-byline: نمائندہ خصوصی: [840, 766, 908, 777]
- article-04[interactable]: [1253, 883, 1449, 1072]
- article-header: [1047, 43, 1242, 62]
- header-rule: [1253, 1573, 1418, 1592]
- star-icon: ☆ ☆ ☆: [660, 47, 758, 57]
- article-header: [1253, 1079, 1449, 1098]
- article-body: منصوبے کے تحت 780 کلومیٹر اور 756 کلومیٹر طویل دو راستے، 272 پل، 330 کلومیٹر ریلوے ٹریک، 580 ایکڑ اراضی اور 826 ملین ڈالر کی سرمایہ کاری شامل ہے۔ 29 اور 14 ستمبر تک 162 منصوبے مکمل ہوں گے۔: [633, 368, 829, 432]
- article-50[interactable]: [13, 1532, 209, 1661]
- star-icon: ☆ ☆ ☆: [660, 815, 758, 826]
- article-number: 47: [177, 758, 209, 777]
- article-number: 22: [797, 43, 829, 62]
- article-21[interactable]: [840, 745, 1036, 1128]
- article-17[interactable]: [1047, 1275, 1242, 1359]
- article-20[interactable]: [840, 469, 1036, 739]
- header-rule: [220, 663, 384, 682]
- star-icon: ☆ ☆ ☆: [246, 1620, 345, 1631]
- article-byline: نمائندہ خصوصی: [633, 646, 701, 657]
- article-51[interactable]: [13, 1668, 209, 1952]
- star-icon: ☆ ☆ ☆: [1073, 47, 1172, 57]
- star-icon: ☆ ☆ ☆: [453, 336, 551, 346]
- article-byline: نمائندہ خصوصی: [840, 240, 908, 251]
- article-number: 39: [384, 1139, 415, 1158]
- article-byline: نمائندہ خصوصی: [426, 933, 494, 944]
- article-body-2: صوبائی حکومت نے تعلیم اور صحت کے شعبوں میں اصلاحات کے لیے نئے اقدامات کا اعلان کیا ہے جن کے تحت دیہی علاقوں میں نئے تعلیمی ادارے اور بنیادی مراکز صحت قائم کیے جائیں گے۔ اس سلسلے میں خصوصی فنڈز مختص کیے گئے ہیں اور متعلقہ محکموں کو ہدایت کی گئی ہے کہ منصوبوں کی تکمیل مقررہ مدت میں یقینی بنائی جائے، شفافیت کو ہر سطح پر ملحوظ خاطر رکھا جائے گا۔: [1253, 230, 1449, 342]
- article-header: [1047, 969, 1242, 987]
- star-icon: ☆ ☆ ☆: [1280, 353, 1378, 364]
- article-byline: نمائندہ خصوصی: [220, 1637, 287, 1648]
- header-rule: [633, 626, 797, 645]
- star-icon: ☆ ☆ ☆: [246, 324, 345, 335]
- article-header: [13, 1668, 209, 1686]
- article-body: شہر کے مختلف علاقوں میں صفائی ستھرائی کی صورتحال بہتر بنانے کے لیے بلدیاتی اداروں نے خصوصی مہم کا آغاز کیا ہے۔ اس مہم کے دوران کچرا کنڈیوں کا خاتمہ، نالوں کی صفائی اور سڑکوں کی مرمت کا کام کیا جا رہا ہے۔ شہریوں سے اپیل کی گئی ہے کہ وہ کچرا مقررہ مقامات پر ہی ڈالیں اور صفائی مہم میں بھرپور تعاون کریں تاکہ ماحول کو صاف اور خوشگوار بنایا جا سکے۔ معاشی ماہرین کے مطابق رواں مالی سال کے دوران برآمدات میں اضافہ ریکارڈ کیا گیا ہے جس سے زرمبادلہ کے ذخائر میں بہتری آئی ہے۔ ماہرین نے کہا کہ صنعتی پیداوار بڑھانے اور سرمایہ کاری کے لیے سازگار ماحول فراہم کرنے سے روزگار کے نئے مواقع پیدا ہوں گے۔ انہوں نے حکومت پر زور دیا کہ چھوٹے اور درمیانے درجے کے کاروبار کو آسان شرائط پر قرضے فراہم کیے جائیں۔: [1253, 383, 1449, 607]
- article-byline: نمائندہ خصوصی: [220, 1425, 287, 1436]
- header-rule: [220, 43, 384, 62]
- star-icon: ☆ ☆ ☆: [866, 223, 965, 234]
- article-13[interactable]: [1047, 400, 1242, 737]
- header-rule: [13, 1958, 177, 1977]
- star-icon: ☆ ☆ ☆: [1073, 1278, 1172, 1289]
- article-byline: نمائندہ خصوصی: [633, 461, 701, 472]
- star-icon: ☆ ☆ ☆: [39, 47, 138, 57]
- article-byline: نمائندہ خصوصی: [633, 64, 701, 74]
- article-byline: نمائندہ خصوصی: [220, 341, 287, 351]
- article-byline: نمائندہ خصوصی: [13, 1687, 81, 1698]
- article-header: [1253, 1573, 1449, 1592]
- article-body: تعلیمی اداروں میں امتحانات کا شیڈول جاری کر دیا گیا ہے جس کے مطابق سالانہ امتحانات آئندہ ماہ شروع ہوں گے۔ طلبہ کو ہدایت کی گئی ہے کہ وہ رول نمبر سلپ بروقت حاصل کریں اور امتحانی مراکز میں موبائل فون لے جانے سے گریز کریں۔ نقل کی روک تھام کے لیے خصوصی نگران ٹیمیں تشکیل دی گئی ہیں جو تمام مراکز کا اچانک دورہ کریں گی۔ مجموعی طور پر 10 سے 22 اور 24 سے 48 گھنٹوں کے دوران 15 سے 20 فیصد کمی ریکارڈ کی گئی، 8900 افراد کا اندراج ہوا اور 102 شکایات موصول ہوئیں۔: [633, 473, 830, 617]
- star-icon: ☆ ☆ ☆: [1073, 403, 1172, 413]
- article-number: 37: [384, 663, 415, 682]
- article-48[interactable]: [13, 1006, 209, 1247]
- article-byline: نمائندہ خصوصی: [1047, 1294, 1114, 1305]
- star-icon: ☆ ☆ ☆: [39, 485, 138, 496]
- article-22[interactable]: [633, 43, 829, 329]
- article-body: زرعی شعبے سے وابستہ کسانوں نے مطالبہ کیا ہے کہ کھاد اور بیج کی قیمتوں میں کمی کی جائے اور آبپاشی کے لیے نہری پانی کی منصفانہ تقسیم کو یقینی بنایا جائے۔ انہوں نے کہا کہ گندم کی امدادی قیمت میں اضافے سے کسانوں کو ریلیف ملے گا اور ملک میں خوراک کی قلت پر قابو پایا جا سکے گا، حکومت کو زرعی تحقیق پر بھی توجہ دینی چاہیے۔ تعلیمی اداروں میں امتحانات کا شیڈول جاری کر دیا گیا ہے جس کے مطابق سالانہ امتحانات آئندہ ماہ شروع ہوں گے۔ طلبہ کو ہدایت کی گئی ہے کہ وہ رول نمبر سلپ بروقت حاصل کریں اور امتحانی مراکز میں موبائل فون لے جانے سے گریز کریں۔ نقل کی روک تھام کے لیے خصوصی نگران ٹیمیں تشکیل دی گئی ہیں جو تمام مراکز کا اچانک دورہ کریں گی۔: [1047, 777, 1242, 960]
- star-icon: ☆ ☆ ☆: [1280, 1577, 1378, 1588]
- article-number: 30: [591, 676, 622, 695]
- article-31[interactable]: [426, 913, 622, 1041]
- star-icon: ☆ ☆ ☆: [866, 749, 965, 760]
- article-header: [426, 569, 622, 588]
- article-number: 03: [1418, 616, 1449, 635]
- article-body: زرعی شعبے سے وابستہ کسانوں نے مطالبہ کیا ہے کہ کھاد اور بیج کی قیمتوں میں کمی کی جائے اور آبپاشی کے لیے نہری پانی کی منصفانہ تقسیم کو یقینی بنایا جائے۔ انہوں نے کہا کہ گندم کی امدادی قیمت میں اضافے سے کسانوں کو ریلیف ملے گا اور ملک میں خوراک کی قلت پر قابو پایا جا سکے گا، حکومت کو زرعی تحقیق پر بھی توجہ دینی چاہیے۔ تعلیمی اداروں میں امتحانات کا شیڈول جاری کر دیا گیا ہے جس کے مطابق سالانہ امتحانات آئندہ ماہ شروع ہوں گے۔ طلبہ کو ہدایت کی گئی ہے کہ وہ رول نمبر سلپ بروقت حاصل کریں اور امتحانی مراکز میں موبائل فون لے جانے سے گریز کریں۔ نقل کی روک تھام کے لیے خصوصی نگران ٹیمیں تشکیل دی گئی ہیں جو تمام مراکز کا اچانک دورہ کریں گی۔ سماجی تنظیموں نے مستحق خاندانوں میں راشن اور ضروریات زندگی کی اشیاء تقسیم کیں۔ منتظمین نے کہا کہ مہنگائی کے اس دور میں غریب طبقے کی مدد کرنا ہم سب کی اجتماعی ذمہ داری ہے۔ انہوں نے اہل ثروت افراد سے اپیل کی کہ وہ فلاحی کاموں میں بڑھ چڑھ کر حصہ لیں تاکہ معاشرے کے پسماندہ طبقات کی مشکلات میں کمی لائی جا سکے۔: [1253, 1112, 1449, 1437]
- article-byline: نمائندہ خصوصی: [220, 683, 287, 694]
- header-rule: [1253, 349, 1418, 368]
- article-header: [1047, 1089, 1242, 1107]
- article-number: 43: [177, 43, 209, 62]
- article-body: اسلام آباد میں ایک پر وقار تقریب کے دوران مختلف شعبہ جات سے تعلق رکھنے والی شخصیات کو ایوارڈز سے نوازا گیا۔ تقریب میں وفاقی وزراء، ارکان پارلیمنٹ، سفارتکاروں اور سول سوسائٹی کے نمائندوں نے شرکت کی۔ مقررین نے کہا کہ ملک کی ترقی کے لیے ہر شعبے میں محنت اور خلوص نیت کے ساتھ کام کرنا ہوگا۔ انہوں نے کہا کہ نوجوان نسل کو جدید تعلیم اور ہنر سے آراستہ کرنا وقت کی اہم ضرورت ہے تاکہ وہ عالمی سطح پر مقابلہ کر سکیں اور ملک کا نام روشن کریں۔ شہر کے مختلف علاقوں میں صفائی ستھرائی کی صورتحال بہتر بنانے کے لیے بلدیاتی اداروں نے خصوصی مہم کا آغاز کیا ہے۔ اس مہم کے دوران کچرا کنڈیوں کا خاتمہ، نالوں کی صفائی اور سڑکوں کی مرمت کا کام کیا جا رہا ہے۔ شہریوں سے اپیل کی گئی ہے کہ وہ کچرا مقررہ مقامات پر ہی ڈالیں اور صفائی مہم میں بھرپور تعاون کریں تاکہ ماحول کو صاف اور خوشگوار بنایا جا سکے۔: [426, 77, 622, 324]
- article-byline: نمائندہ خصوصی: [633, 355, 701, 366]
- header-rule: [220, 1617, 384, 1636]
- header-rule: [840, 745, 1004, 764]
- article-number: 51: [177, 1668, 209, 1686]
- article-header: [1253, 43, 1449, 62]
- article-header: [220, 1139, 415, 1158]
- header-rule: [1047, 1089, 1211, 1107]
- article-byline: نمائندہ خصوصی: [13, 502, 81, 513]
- article-number: 33: [591, 1296, 622, 1315]
- star-icon: ☆ ☆ ☆: [1073, 1093, 1172, 1103]
- article-15[interactable]: [1047, 969, 1242, 1082]
- header-rule: [13, 1254, 177, 1273]
- article-byline: نمائندہ خصوصی: [13, 64, 81, 74]
- header-rule: [13, 758, 177, 777]
- star-icon: ☆ ☆ ☆: [1280, 886, 1378, 897]
- article-header: [13, 1006, 209, 1025]
- article-number: 01: [1418, 43, 1449, 62]
- article-42[interactable]: [220, 1896, 415, 1981]
- header-rule: [1047, 188, 1211, 207]
- article-byline: نمائندہ خصوصی: [426, 589, 494, 599]
- article-byline: نمائندہ خصوصی: [426, 64, 494, 74]
- article-body: گزشتہ 98 برس کے دوران 802 مختلف النوع منصوبے مکمل ہوئے جن پر مجموعی طور پر 470 ارب روپے سے زائد لاگت آئی، 479 ادارے فعال ہیں۔ معاشی ماہرین کے مطابق رواں مالی سال کے دوران برآمدات میں اضافہ ریکارڈ کیا گیا ہے جس سے زرمبادلہ کے ذخائر میں بہتری آئی ہے۔ ماہرین نے کہا کہ صنعتی پیداوار بڑھانے اور سرمایہ کاری کے لیے سازگار ماحول فراہم کرنے سے روزگار کے نئے مواقع پیدا ہوں گے۔ انہوں نے حکومت پر زور دیا کہ چھوٹے اور درمیانے درجے کے کاروبار کو آسان شرائط پر قرضے فراہم کیے جائیں۔ اس وقت 108 مقامات پر کام جاری ہے جبکہ 860 رہائشی یونٹ اور 14 سو فلیٹس کی تعمیر آئندہ سال مکمل کر لی جائے گی۔: [426, 365, 622, 560]
- article-08[interactable]: [1253, 1446, 1449, 1566]
- article-body: اسلام آباد میں ایک پر وقار تقریب کے دوران مختلف شعبہ جات سے تعلق رکھنے والی شخصیات کو ایوارڈز سے نوازا گیا۔ تقریب میں وفاقی وزراء، ارکان پارلیمنٹ، سفارتکاروں اور سول سوسائٹی کے نمائندوں نے شرکت کی۔ مقررین نے کہا کہ ملک کی ترقی کے لیے ہر شعبے میں محنت اور خلوص نیت کے ساتھ کام کرنا ہوگا۔ انہوں نے کہا کہ نوجوان نسل کو جدید تعلیم اور ہنر سے آراستہ کرنا وقت کی اہم ضرورت ہے تاکہ وہ عالمی سطح پر مقابلہ کر سکیں اور ملک کا نام روشن کریں۔: [13, 77, 209, 212]
- header-rule: [426, 676, 591, 695]
- article-body: تعلیمی اداروں میں امتحانات کا شیڈول جاری کر دیا گیا ہے جس کے مطابق سالانہ امتحانات آئندہ ماہ شروع ہوں گے۔ طلبہ کو ہدایت کی گئی ہے کہ وہ رول نمبر سلپ بروقت حاصل کریں اور امتحانی مراکز میں موبائل فون لے جانے سے گریز کریں۔ نقل کی روک تھام کے لیے خصوصی نگران ٹیمیں تشکیل دی گئی ہیں جو تمام مراکز کا اچانک دورہ کریں گی۔ سماجی تنظیموں نے مستحق خاندانوں میں راشن اور ضروریات زندگی کی اشیاء تقسیم کیں۔ منتظمین نے کہا کہ مہنگائی کے اس دور میں غریب طبقے کی مدد کرنا ہم سب کی اجتماعی ذمہ داری ہے۔ انہوں نے اہل ثروت افراد سے اپیل کی کہ وہ فلاحی کاموں میں بڑھ چڑھ کر حصہ لیں تاکہ معاشرے کے پسماندہ طبقات کی مشکلات میں کمی لائی جا سکے۔ سال 1997ء میں شروع ہونے والے منصوبے پر 2011ء تک 100 ارب روپے خرچ ہوئے جبکہ 1997 سے اب تک 25 ہزار افراد مستفید ہو چکے ہیں۔: [220, 1172, 416, 1397]
- star-icon: ☆ ☆ ☆: [1280, 620, 1378, 631]
- article-byline: نمائندہ خصوصی: [1047, 208, 1114, 219]
- star-icon: ☆ ☆ ☆: [246, 666, 345, 677]
- article-body: صحت کے شعبے میں بہتری کے لیے اسپتالوں میں ادویات کی فراہمی اور طبی عملے کی حاضری کو یقینی بنانے کے احکامات جاری کیے گئے ہیں۔ حکام نے کہا کہ مریضوں کو مفت ادویات کی فراہمی جاری رہے گی اور کسی قسم کی غفلت برداشت نہیں کی جائے گی، اسپتالوں میں جدید مشینری کی تنصیب کا کام بھی تیزی سے مکمل کیا جا رہا ہے۔: [1253, 1468, 1449, 1564]
- star-icon: ☆ ☆ ☆: [39, 1010, 138, 1021]
- article-29[interactable]: [426, 569, 622, 670]
- article-header: [13, 482, 209, 501]
- header-rule: [220, 465, 384, 483]
- article-byline: نمائندہ خصوصی: [220, 64, 287, 74]
- article-header: [220, 321, 415, 340]
- star-icon: ☆ ☆ ☆: [453, 916, 551, 927]
- article-header: [13, 1532, 209, 1550]
- article-byline: نمائندہ خصوصی: [220, 934, 287, 945]
- article-header: [426, 676, 622, 695]
- page-number-badge: 3: [719, 4, 744, 30]
- article-header: [220, 1896, 415, 1915]
- article-header: [840, 43, 1036, 62]
- article-body: اسلام آباد میں ایک پر وقار تقریب کے دوران مختلف شعبہ جات سے تعلق رکھنے والی شخصیات کو ایوارڈز سے نوازا گیا۔ تقریب میں وفاقی وزراء، ارکان پارلیمنٹ، سفارتکاروں اور سول سوسائٹی کے نمائندوں نے شرکت کی۔ مقررین نے کہا کہ ملک کی ترقی کے لیے ہر شعبے میں محنت اور خلوص نیت کے ساتھ کام کرنا ہوگا۔ انہوں نے کہا کہ نوجوان نسل کو جدید تعلیم اور ہنر سے آراستہ کرنا وقت کی اہم ضرورت ہے تاکہ وہ عالمی سطح پر مقابلہ کر سکیں اور ملک کا نام روشن کریں۔ صوبائی حکومت نے تعلیم اور صحت کے شعبوں میں اصلاحات کے لیے نئے اقدامات کا اعلان کیا ہے جن کے تحت دیہی علاقوں میں نئے تعلیمی ادارے اور بنیادی مراکز صحت قائم کیے جائیں گے۔ اس سلسلے میں خصوصی فنڈز مختص کیے گئے ہیں اور متعلقہ محکموں کو ہدایت کی گئی ہے کہ منصوبوں کی تکمیل مقررہ مدت میں یقینی بنائی جائے، شفافیت کو ہر سطح پر ملحوظ خاطر رکھا جائے گا۔: [220, 77, 415, 312]
- article-body: رپورٹ کے مطابق 118 اضلاع میں 102 مراکز قائم کیے گئے، 157 ٹیمیں تشکیل دی گئیں اور 262 مقامات پر سروے مکمل ہوا جبکہ 27 اضلاع میں 17 فیصد کام باقی ہے۔ 94 فیصد اہداف حاصل کر لیے گئے۔: [426, 601, 623, 668]
- article-number: 38: [384, 914, 415, 933]
- article-body: صوبائی حکومت نے تعلیم اور صحت کے شعبوں میں اصلاحات کے لیے نئے اقدامات کا اعلان کیا ہے جن کے تحت دیہی علاقوں میں نئے تعلیمی ادارے اور بنیادی مراکز صحت قائم کیے جائیں گے۔ اس سلسلے میں خصوصی فنڈز مختص کیے گئے ہیں اور متعلقہ محکموں کو ہدایت کی گئی ہے کہ منصوبوں کی تکمیل مقررہ مدت میں یقینی بنائی جائے، شفافیت کو ہر سطح پر ملحوظ خاطر رکھا جائے گا۔ 2008ء میں شروع ہونے والے اس منصوبے پر اب تک 0 1 3 فیصد پیش رفت ہوئی ہے جبکہ باقی ماندہ کام آئندہ مالی سال مکمل کیا جائے گا۔ محکمہ موسمیات نے پیش گوئی کی ہے کہ آئندہ چوبیس گھنٹوں کے دوران ملک کے بیشتر علاقوں میں موسم گرم اور خشک رہے گا جبکہ بالائی علاقوں میں تیز ہواؤں اور گرج چمک کے ساتھ بارش کا امکان ہے۔ شہریوں کو مشورہ دیا گیا ہے کہ دھوپ میں غیر ضروری باہر نکلنے سے گریز کریں اور پانی کا زیادہ سے زیادہ استعمال کریں تاکہ گرمی کے اثرات سے محفوظ رہا جا سکے۔: [633, 77, 829, 327]
- article-body: ثقافتی میلے کا انعقاد کیا گیا جس میں مختلف صوبوں کی ثقافت، دستکاری اور روایتی کھانوں کے اسٹال لگائے گئے۔ شرکاء نے لوک موسیقی اور روایتی رقص سے بھرپور لطف اٹھایا۔ منتظمین کا کہنا تھا کہ اس طرح کی سرگرمیاں قومی یکجہتی کو فروغ دیتی ہیں اور نئی نسل کو اپنے ثقافتی ورثے سے روشناس کراتی ہیں۔ اس وقت 108 مقامات پر کام جاری ہے جبکہ 860 رہائشی یونٹ اور 14 سو فلیٹس کی تعمیر آئندہ سال مکمل کر لی جائے گی۔ صوبائی حکومت نے تعلیم اور صحت کے شعبوں میں اصلاحات کے لیے نئے اقدامات کا اعلان کیا ہے جن کے تحت دیہی علاقوں میں نئے تعلیمی ادارے اور بنیادی مراکز صحت قائم کیے جائیں گے۔ اس سلسلے میں خصوصی فنڈز مختص کیے گئے ہیں اور متعلقہ محکموں کو ہدایت کی گئی ہے کہ منصوبوں کی تکمیل مقررہ مدت میں یقینی بنائی جائے، شفافیت کو ہر سطح پر ملحوظ خاطر رکھا جائے گا۔: [13, 1700, 209, 1950]
- article-byline: نمائندہ خصوصی: [1253, 1747, 1321, 1758]
- header-rule: [840, 43, 1004, 62]
- article-09[interactable]: [1253, 1573, 1449, 1720]
- article-number: 11: [1211, 43, 1242, 62]
- article-14[interactable]: [1047, 744, 1242, 962]
- article-number: 21: [1004, 745, 1036, 764]
- article-byline: نمائندہ خصوصی: [1047, 419, 1114, 430]
